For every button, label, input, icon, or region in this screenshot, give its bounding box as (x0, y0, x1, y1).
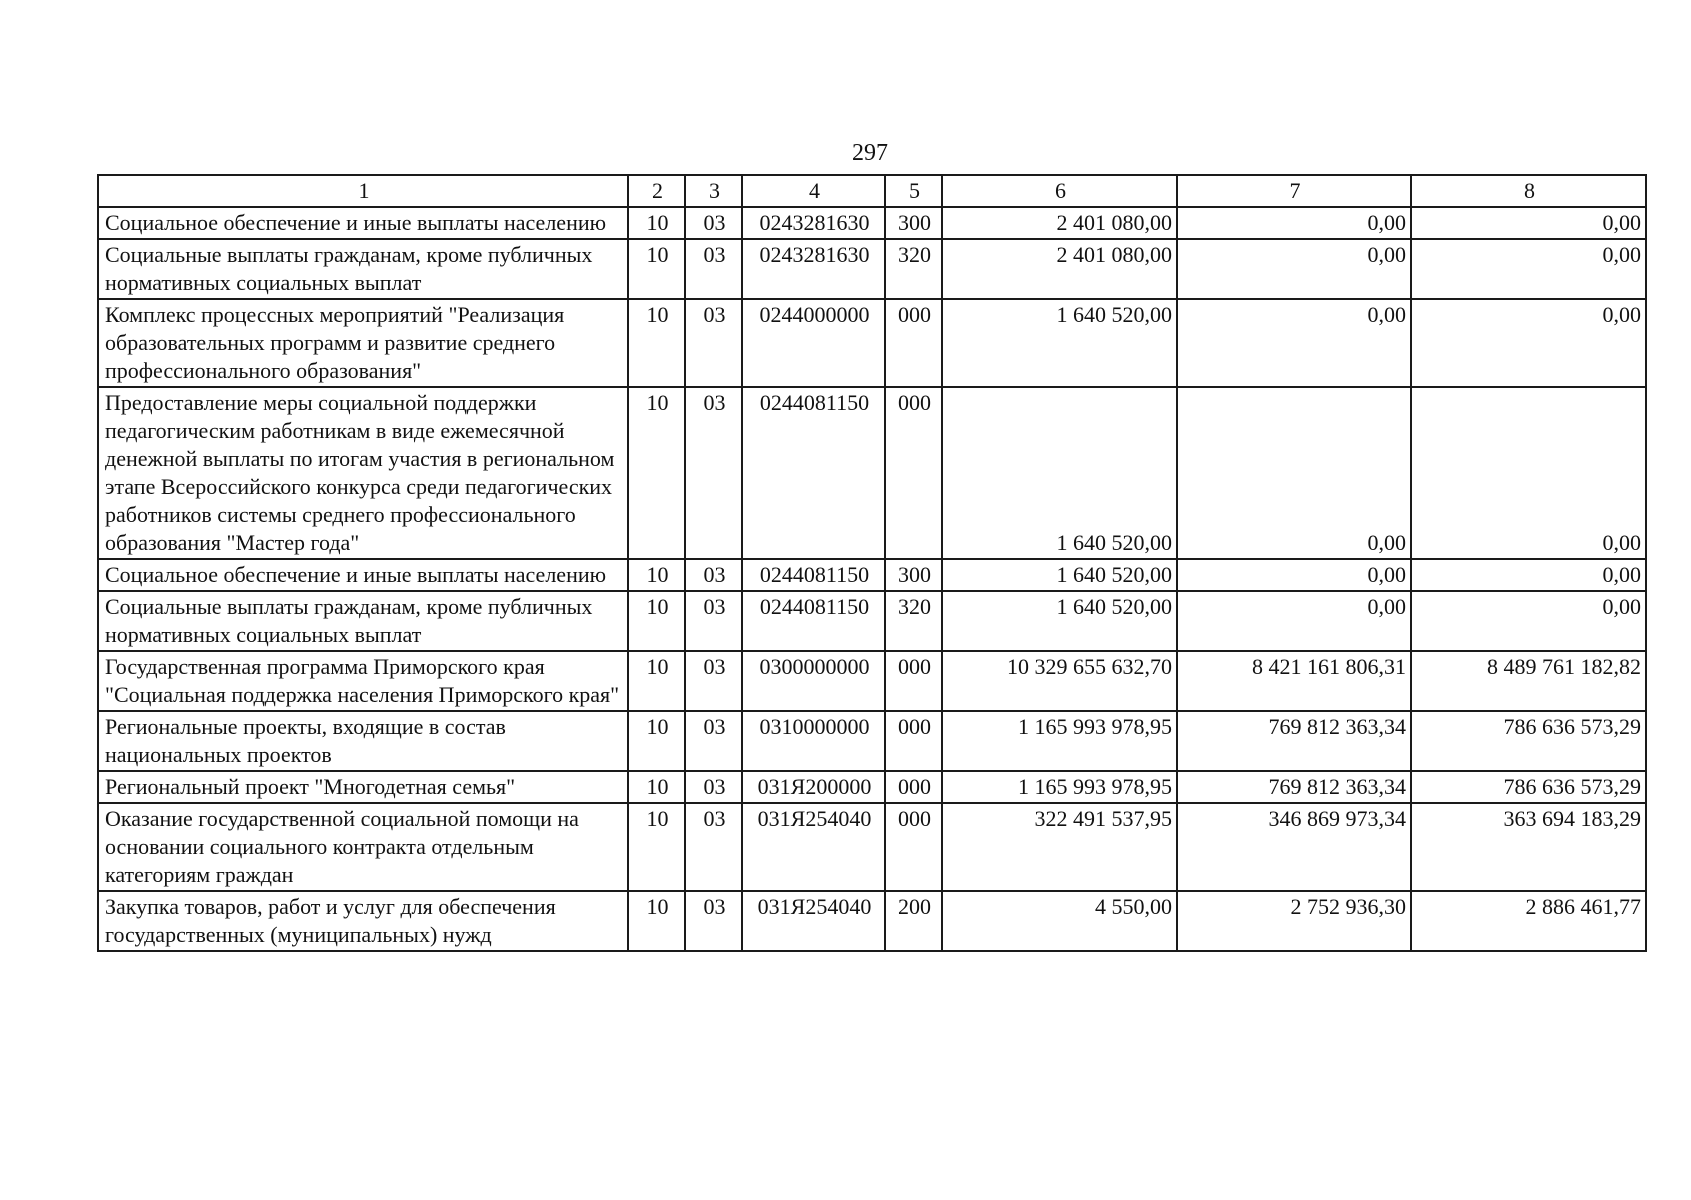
header-cell: 2 (628, 175, 685, 207)
amount-col-7: 769 812 363,34 (1177, 711, 1411, 771)
amount-col-8: 786 636 573,29 (1411, 771, 1646, 803)
subsection-code: 03 (685, 803, 742, 891)
target-article-code: 0243281630 (742, 207, 885, 239)
amount-col-8: 786 636 573,29 (1411, 711, 1646, 771)
section-code: 10 (628, 803, 685, 891)
header-cell: 8 (1411, 175, 1646, 207)
table-row (98, 771, 1646, 803)
row-name: Социальное обеспечение и иные выплаты населению (98, 207, 628, 239)
section-code: 10 (628, 891, 685, 951)
amount-col-6: 10 329 655 632,70 (942, 651, 1177, 711)
amount-col-7: 0,00 (1177, 387, 1411, 559)
target-article-code: 0244081150 (742, 559, 885, 591)
row-name: Предоставление меры социальной поддержки педагогическим работникам в виде ежемесячной денежной выплаты по итогам участия в региональном этапе Всероссийского конкурса среди педагогических работников системы среднего профессионального образования "Мастер года" (98, 387, 628, 559)
amount-col-8: 0,00 (1411, 387, 1646, 559)
section-code: 10 (628, 387, 685, 559)
row-name: Оказание государственной социальной помощи на основании социального контракта отдельным категориям граждан (98, 803, 628, 891)
subsection-code: 03 (685, 239, 742, 299)
table-row (98, 591, 1646, 651)
amount-col-6: 1 640 520,00 (942, 387, 1177, 559)
row-name: Закупка товаров, работ и услуг для обеспечения государственных (муниципальных) нужд (98, 891, 628, 951)
subsection-code: 03 (685, 387, 742, 559)
amount-col-6: 2 401 080,00 (942, 207, 1177, 239)
expense-type-code: 000 (885, 803, 942, 891)
row-name: Социальные выплаты гражданам, кроме публичных нормативных социальных выплат (98, 591, 628, 651)
amount-col-8: 0,00 (1411, 239, 1646, 299)
header-cell: 3 (685, 175, 742, 207)
amount-col-8: 0,00 (1411, 559, 1646, 591)
amount-col-6: 1 640 520,00 (942, 559, 1177, 591)
subsection-code: 03 (685, 591, 742, 651)
amount-col-7: 0,00 (1177, 299, 1411, 387)
subsection-code: 03 (685, 711, 742, 771)
amount-col-7: 769 812 363,34 (1177, 771, 1411, 803)
header-cell: 1 (98, 175, 628, 207)
expense-type-code: 000 (885, 299, 942, 387)
amount-col-8: 0,00 (1411, 299, 1646, 387)
amount-col-7: 2 752 936,30 (1177, 891, 1411, 951)
expense-type-code: 320 (885, 239, 942, 299)
section-code: 10 (628, 299, 685, 387)
table-row (98, 239, 1646, 299)
subsection-code: 03 (685, 651, 742, 711)
target-article-code: 0243281630 (742, 239, 885, 299)
amount-col-6: 4 550,00 (942, 891, 1177, 951)
expense-type-code: 000 (885, 651, 942, 711)
row-name: Региональные проекты, входящие в состав национальных проектов (98, 711, 628, 771)
subsection-code: 03 (685, 771, 742, 803)
subsection-code: 03 (685, 891, 742, 951)
expense-type-code: 000 (885, 387, 942, 559)
target-article-code: 031Я200000 (742, 771, 885, 803)
section-code: 10 (628, 591, 685, 651)
row-name: Комплекс процессных мероприятий "Реализация образовательных программ и развитие среднего профессионального образования" (98, 299, 628, 387)
expense-type-code: 200 (885, 891, 942, 951)
target-article-code: 031Я254040 (742, 803, 885, 891)
amount-col-7: 0,00 (1177, 591, 1411, 651)
amount-col-6: 1 165 993 978,95 (942, 771, 1177, 803)
row-name: Региональный проект "Многодетная семья" (98, 771, 628, 803)
expense-type-code: 300 (885, 207, 942, 239)
row-name: Социальные выплаты гражданам, кроме публичных нормативных социальных выплат (98, 239, 628, 299)
table-row (98, 559, 1646, 591)
row-name: Государственная программа Приморского края "Социальная поддержка населения Приморского края" (98, 651, 628, 711)
section-code: 10 (628, 711, 685, 771)
amount-col-6: 1 640 520,00 (942, 591, 1177, 651)
section-code: 10 (628, 651, 685, 711)
target-article-code: 031Я254040 (742, 891, 885, 951)
expense-type-code: 000 (885, 711, 942, 771)
section-code: 10 (628, 559, 685, 591)
section-code: 10 (628, 771, 685, 803)
table-row (98, 891, 1646, 951)
expense-type-code: 000 (885, 771, 942, 803)
amount-col-6: 1 640 520,00 (942, 299, 1177, 387)
target-article-code: 0300000000 (742, 651, 885, 711)
amount-col-8: 8 489 761 182,82 (1411, 651, 1646, 711)
header-cell: 4 (742, 175, 885, 207)
amount-col-8: 363 694 183,29 (1411, 803, 1646, 891)
subsection-code: 03 (685, 559, 742, 591)
amount-col-8: 0,00 (1411, 207, 1646, 239)
target-article-code: 0244081150 (742, 387, 885, 559)
table-row (98, 207, 1646, 239)
target-article-code: 0310000000 (742, 711, 885, 771)
subsection-code: 03 (685, 299, 742, 387)
target-article-code: 0244000000 (742, 299, 885, 387)
amount-col-7: 0,00 (1177, 559, 1411, 591)
section-code: 10 (628, 239, 685, 299)
table-row (98, 651, 1646, 711)
table-row (98, 299, 1646, 387)
amount-col-7: 346 869 973,34 (1177, 803, 1411, 891)
amount-col-7: 8 421 161 806,31 (1177, 651, 1411, 711)
table-row (98, 803, 1646, 891)
header-cell: 6 (942, 175, 1177, 207)
page-number: 297 (852, 140, 888, 166)
amount-col-8: 0,00 (1411, 591, 1646, 651)
amount-col-6: 322 491 537,95 (942, 803, 1177, 891)
amount-col-8: 2 886 461,77 (1411, 891, 1646, 951)
amount-col-7: 0,00 (1177, 239, 1411, 299)
budget-table (97, 174, 1647, 952)
expense-type-code: 300 (885, 559, 942, 591)
table-row (98, 711, 1646, 771)
amount-col-7: 0,00 (1177, 207, 1411, 239)
expense-type-code: 320 (885, 591, 942, 651)
amount-col-6: 1 165 993 978,95 (942, 711, 1177, 771)
row-name: Социальное обеспечение и иные выплаты населению (98, 559, 628, 591)
subsection-code: 03 (685, 207, 742, 239)
header-cell: 5 (885, 175, 942, 207)
table-header-row (98, 175, 1646, 207)
amount-col-6: 2 401 080,00 (942, 239, 1177, 299)
header-cell: 7 (1177, 175, 1411, 207)
table-row (98, 387, 1646, 559)
section-code: 10 (628, 207, 685, 239)
target-article-code: 0244081150 (742, 591, 885, 651)
